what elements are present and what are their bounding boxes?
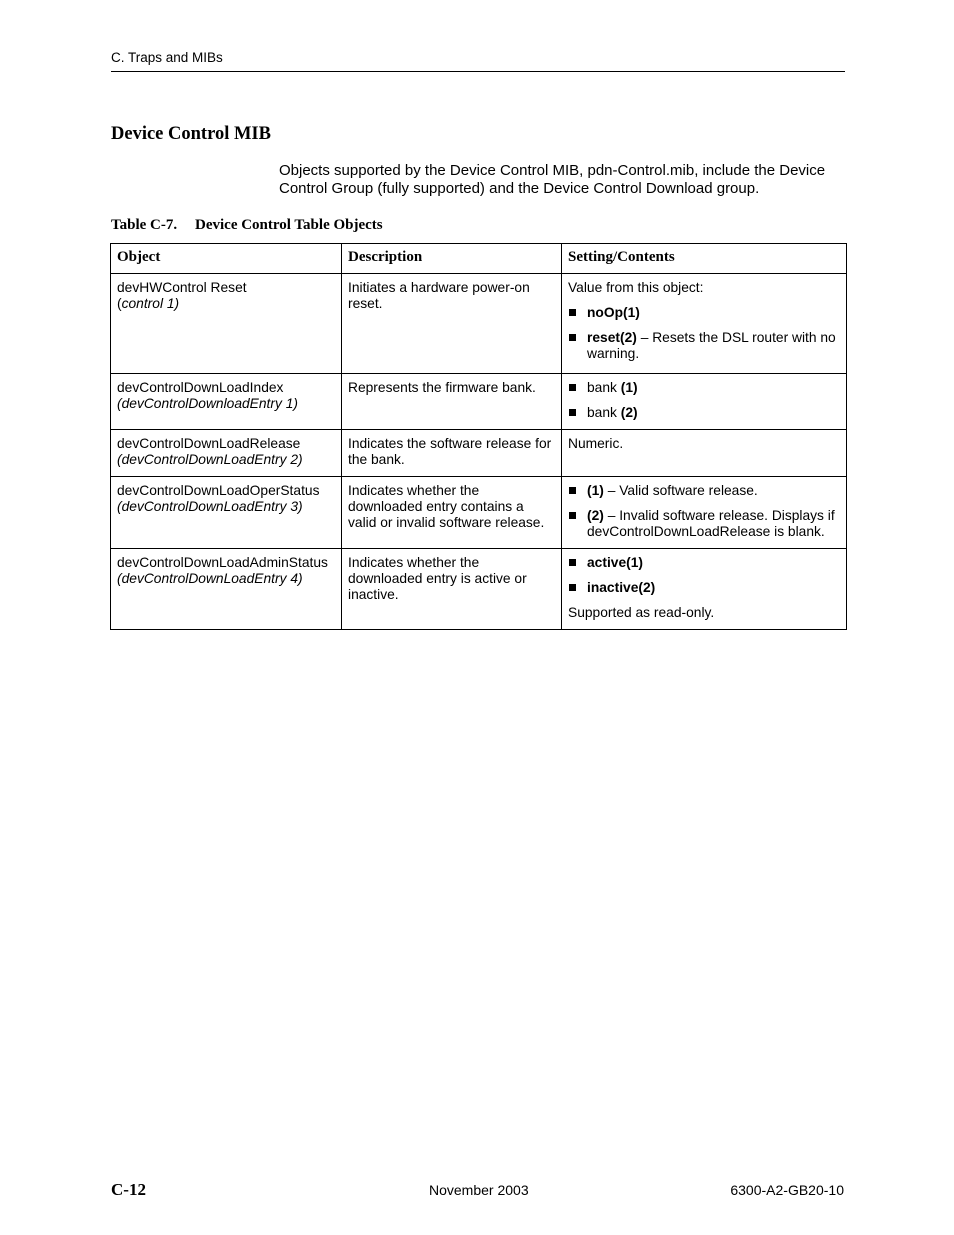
list-item: noOp(1) xyxy=(568,305,840,321)
footer-date: November 2003 xyxy=(429,1182,529,1198)
setting-cell xyxy=(562,274,847,374)
object-oid: (devControlDownLoadEntry 2) xyxy=(117,452,303,467)
table-row xyxy=(111,549,847,630)
table-header-row xyxy=(111,244,847,274)
section-title: Device Control MIB xyxy=(111,124,271,144)
bullet-square-icon xyxy=(569,309,576,316)
setting-note: Supported as read-only. xyxy=(568,605,715,620)
header-description: Description xyxy=(342,244,562,274)
object-name: devControlDownLoadAdminStatus xyxy=(117,555,328,570)
table-caption-title: Device Control Table Objects xyxy=(195,217,383,233)
object-cell xyxy=(111,477,342,549)
description-cell: Indicates whether the downloaded entry contains a valid or invalid software release. xyxy=(342,477,562,549)
table-row xyxy=(111,274,847,374)
bullet-square-icon xyxy=(569,512,576,519)
document-id: 6300-A2-GB20-10 xyxy=(730,1182,844,1198)
table-row xyxy=(111,477,847,549)
list-item: inactive(2) xyxy=(568,580,840,596)
object-oid: (control 1) xyxy=(117,296,180,311)
object-name: devControlDownLoadOperStatus xyxy=(117,483,320,498)
device-control-table xyxy=(110,243,847,630)
bullet-square-icon xyxy=(569,487,576,494)
object-oid: (devControlDownLoadEntry 4) xyxy=(117,571,303,586)
setting-cell xyxy=(562,549,847,630)
object-name: devControlDownLoadRelease xyxy=(117,436,301,451)
setting-cell xyxy=(562,477,847,549)
description-cell: Indicates the software release for the bank. xyxy=(342,430,562,477)
page-number: C-12 xyxy=(111,1180,146,1199)
object-name: devControlDownLoadIndex xyxy=(117,380,284,395)
object-cell xyxy=(111,274,342,374)
list-item: (2) – Invalid software release. Displays if devControlDownLoadRelease is blank. xyxy=(568,508,840,540)
object-oid: (devControlDownloadEntry 1) xyxy=(117,396,298,411)
list-item: bank (1) xyxy=(568,380,840,396)
bullet-square-icon xyxy=(569,584,576,591)
table-caption xyxy=(111,217,383,234)
setting-cell xyxy=(562,374,847,430)
bullet-square-icon xyxy=(569,559,576,566)
object-name: devHWControl Reset xyxy=(117,280,247,295)
list-item: bank (2) xyxy=(568,405,840,421)
intro-paragraph: Objects supported by the Device Control MIB, pdn-Control.mib, include the Device Control Group (fully supported) and the Device Control Download group. xyxy=(279,162,826,197)
header-rule xyxy=(111,71,845,72)
bullet-square-icon xyxy=(569,409,576,416)
description-cell: Represents the firmware bank. xyxy=(342,374,562,430)
bullet-square-icon xyxy=(569,384,576,391)
object-oid: (devControlDownLoadEntry 3) xyxy=(117,499,303,514)
table-row xyxy=(111,374,847,430)
object-cell xyxy=(111,374,342,430)
bullet-square-icon xyxy=(569,334,576,341)
header-setting: Setting/Contents xyxy=(562,244,847,274)
table-caption-number: Table C-7. xyxy=(111,217,178,233)
setting-cell: Numeric. xyxy=(562,430,847,477)
setting-lead: Value from this object: xyxy=(568,280,704,295)
description-cell: Indicates whether the downloaded entry is active or inactive. xyxy=(342,549,562,630)
list-item: active(1) xyxy=(568,555,840,571)
list-item: (1) – Valid software release. xyxy=(568,483,840,499)
list-item: reset(2) – Resets the DSL router with no warning. xyxy=(568,330,840,362)
running-head: C. Traps and MIBs xyxy=(111,50,223,65)
object-cell xyxy=(111,430,342,477)
header-object: Object xyxy=(111,244,342,274)
object-cell xyxy=(111,549,342,630)
description-cell: Initiates a hardware power-on reset. xyxy=(342,274,562,374)
table-row xyxy=(111,430,847,477)
